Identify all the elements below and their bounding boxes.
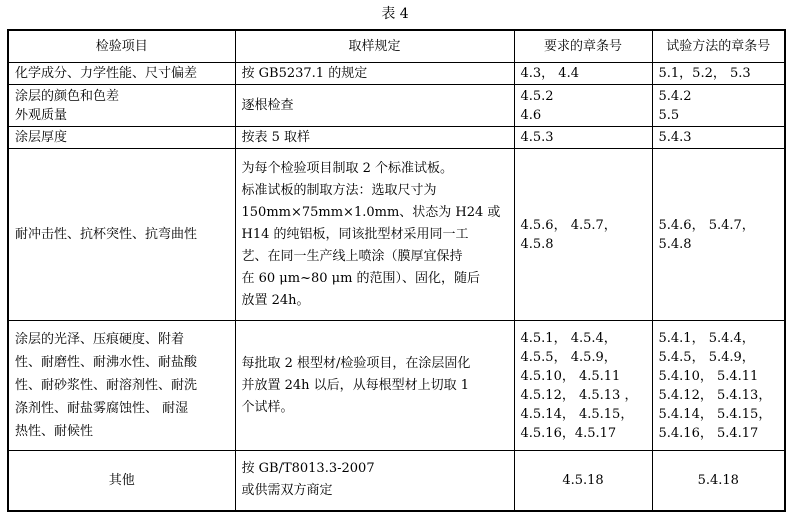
- cell-requirement-clause: 4.5.6， 4.5.7， 4.5.8: [514, 149, 652, 321]
- cell-test-method-clause: 5.4.1， 5.4.4， 5.4.5， 5.4.9， 5.4.10， 5.4.11 5.4.12， 5.4.13， 5.4.14， 5.4.15， 5.4.16， 5.4.17: [652, 321, 785, 451]
- header-requirement-clause: 要求的章条号: [514, 30, 652, 63]
- cell-sampling-rule: 为每个检验项目制取 2 个标准试板。 标准试板的制取方法：选取尺寸为 150mm×75mm×1.0mm、状态为 H24 或 H14 的纯铝板，同该批型材采用同一工 艺、在同一生产线上喷涂（膜厚宜保持 在 60 μm~80 μm 的范围）、固化，随后 放置 24h。: [235, 149, 514, 321]
- table-caption: 表 4: [381, 6, 409, 22]
- cell-sampling-rule: 每批取 2 根型材/检验项目，在涂层固化 并放置 24h 以后，从每根型材上切取 1 个试样。: [235, 321, 514, 451]
- cell-sampling-rule: 按 GB5237.1 的规定: [235, 63, 514, 85]
- table-row: [8, 63, 785, 85]
- header-sampling-rule: 取样规定: [235, 30, 514, 63]
- cell-test-method-clause: 5.4.6， 5.4.7， 5.4.8: [652, 149, 785, 321]
- table-header-row: [8, 30, 785, 63]
- cell-test-method-clause: 5.4.3: [652, 127, 785, 149]
- cell-sampling-rule: 按 GB/T8013.3-2007 或供需双方商定: [235, 451, 514, 511]
- table-row: [8, 149, 785, 321]
- table-row: [8, 451, 785, 511]
- cell-inspection-item: 涂层厚度: [8, 127, 235, 149]
- table-row: [8, 321, 785, 451]
- cell-test-method-clause: 5.4.2 5.5: [652, 85, 785, 127]
- cell-inspection-item: 其他: [8, 451, 235, 511]
- table-row: [8, 127, 785, 149]
- cell-requirement-clause: 4.3， 4.4: [514, 63, 652, 85]
- cell-test-method-clause: 5.1，5.2， 5.3: [652, 63, 785, 85]
- cell-requirement-clause: 4.5.2 4.6: [514, 85, 652, 127]
- cell-requirement-clause: 4.5.1， 4.5.4， 4.5.5， 4.5.9， 4.5.10， 4.5.11 4.5.12， 4.5.13 ， 4.5.14， 4.5.15， 4.5.16，4.5.17: [514, 321, 652, 451]
- cell-test-method-clause: 5.4.18: [652, 451, 785, 511]
- cell-sampling-rule: 逐根检查: [235, 85, 514, 127]
- table-row: [8, 85, 785, 127]
- inspection-table: [7, 29, 786, 512]
- cell-inspection-item: 涂层的光泽、压痕硬度、附着 性、耐磨性、耐沸水性、耐盐酸 性、耐砂浆性、耐溶剂性、耐洗 涤剂性、耐盐雾腐蚀性、 耐湿 热性、耐候性: [8, 321, 235, 451]
- header-test-method-clause: 试验方法的章条号: [652, 30, 785, 63]
- header-inspection-item: 检验项目: [8, 30, 235, 63]
- cell-sampling-rule: 按表 5 取样: [235, 127, 514, 149]
- cell-requirement-clause: 4.5.3: [514, 127, 652, 149]
- cell-inspection-item: 耐冲击性、抗杯突性、抗弯曲性: [8, 149, 235, 321]
- cell-requirement-clause: 4.5.18: [514, 451, 652, 511]
- cell-inspection-item: 化学成分、力学性能、尺寸偏差: [8, 63, 235, 85]
- cell-inspection-item: 涂层的颜色和色差 外观质量: [8, 85, 235, 127]
